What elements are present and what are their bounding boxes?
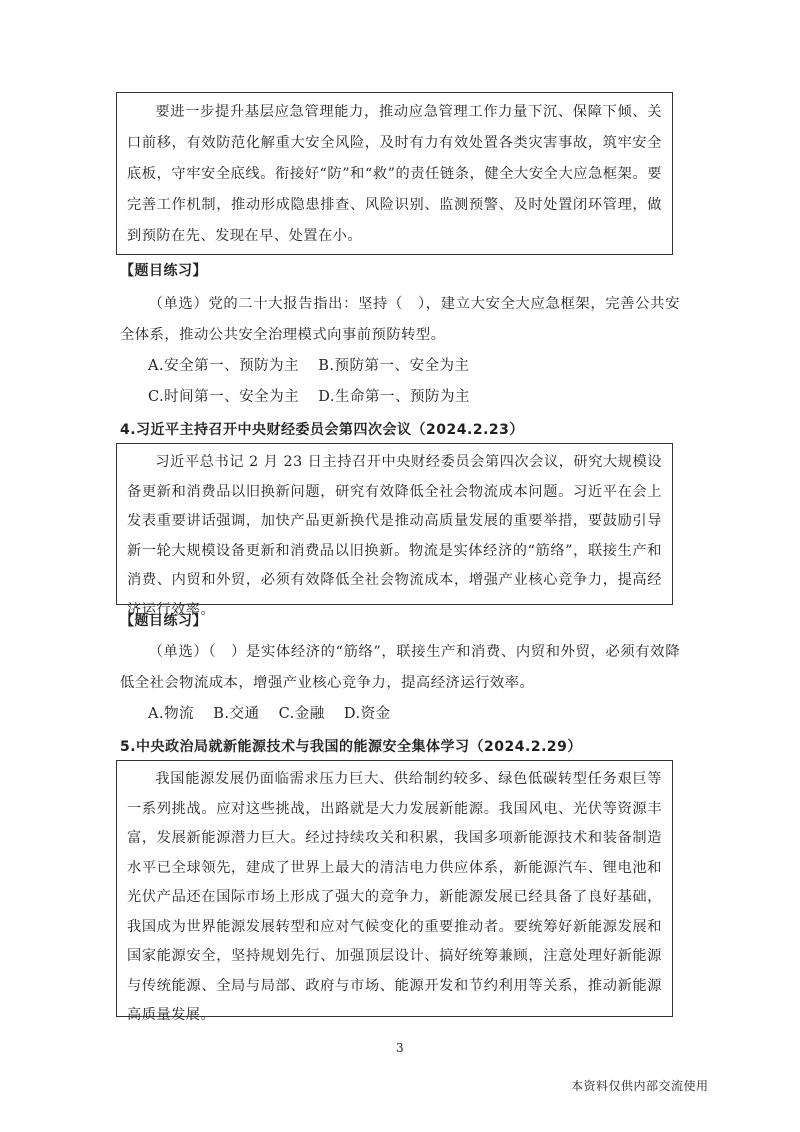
news-box-new-energy (116, 760, 673, 1023)
options-row (148, 704, 405, 724)
section-4-heading: 4.习近平主持召开中央财经委员会第四次会议（2024.2.23） (120, 422, 524, 438)
option-c[interactable]: C.金融 (278, 706, 325, 722)
practice-question: （单选）党的二十大报告指出：坚持（ ），建立大安全大应急框架，完善公共安全体系，推动公共安全治理模式向事前预防转型。 (120, 296, 680, 343)
news-box-text: 我国能源发展仍面临需求压力巨大、供给制约较多、绿色低碳转型任务艰巨等一系列挑战。应对这些挑战，出路就是大力发展新能源。我国风电、光伏等资源丰富，发展新能源潜力巨大。经过持续攻关和积累，我国多项新能源技术和装备制造水平已全球领先，建成了世界上最大的清洁电力供应体系，新能源汽车、锂电池和光伏产品还在国际市场上形成了强大的竞争力，新能源发展已经具备了良好基础，我国成为世界能源发展转型和应对气候变化的重要推动者。要统筹好新能源发展和国家能源安全，坚持规划先行、加强顶层设计、搞好统筹兼顾，注意处理好新能源与传统能源、全局与局部、政府与市场、能源开发和节约利用等关系，推动新能源高质量发展。 (127, 771, 662, 1023)
options-row-2 (148, 387, 484, 407)
practice-question: （单选）（ ）是实体经济的“筋络”，联接生产和消费、内贸和外贸，必须有效降低全社会物流成本，增强产业核心竞争力，提高经济运行效率。 (120, 644, 680, 691)
section-5-heading: 5.中央政治局就新能源技术与我国的能源安全集体学习（2024.2.29） (120, 739, 582, 755)
footer-note: 本资料仅供内部交流使用 (571, 1079, 709, 1093)
option-a[interactable]: A.安全第一、预防为主 (148, 358, 300, 374)
news-box-emergency-management (116, 92, 673, 255)
options-row-1 (148, 356, 483, 376)
practice-label: 【题目练习】 (120, 263, 207, 279)
page-number: 3 (396, 1041, 404, 1055)
option-d[interactable]: D.资金 (343, 706, 391, 722)
option-b[interactable]: B.交通 (213, 706, 260, 722)
option-a[interactable]: A.物流 (148, 706, 195, 722)
practice-label: 【题目练习】 (120, 613, 207, 629)
news-box-text: 要进一步提升基层应急管理能力，推动应急管理工作力量下沉、保障下倾、关口前移，有效防范化解重大安全风险，及时有力有效处置各类灾害事故，筑牢安全底板，守牢安全底线。衔接好“防”和“救”的责任链条，健全大安全大应急框架。要完善工作机制，推动形成隐患排查、风险识别、监测预警、及时处置闭环管理，做到预防在先、发现在早、处置在小。 (127, 104, 662, 244)
news-box-text: 习近平总书记 2 月 23 日主持召开中央财经委员会第四次会议，研究大规模设备更新和消费品以旧换新问题，研究有效降低全社会物流成本问题。习近平在会上发表重要讲话强调，加快产品更新换代是推动高质量发展的重要举措，要鼓励引导新一轮大规模设备更新和消费品以旧换新。物流是实体经济的“筋络”，联接生产和消费、内贸和外贸，必须有效降低全社会物流成本，增强产业核心竞争力，提高经济运行效率。 (127, 454, 662, 618)
option-d[interactable]: D.生命第一、预防为主 (318, 389, 471, 405)
news-box-finance-meeting (116, 443, 673, 618)
option-c[interactable]: C.时间第一、安全为主 (148, 389, 300, 405)
option-b[interactable]: B.预防第一、安全为主 (318, 358, 470, 374)
